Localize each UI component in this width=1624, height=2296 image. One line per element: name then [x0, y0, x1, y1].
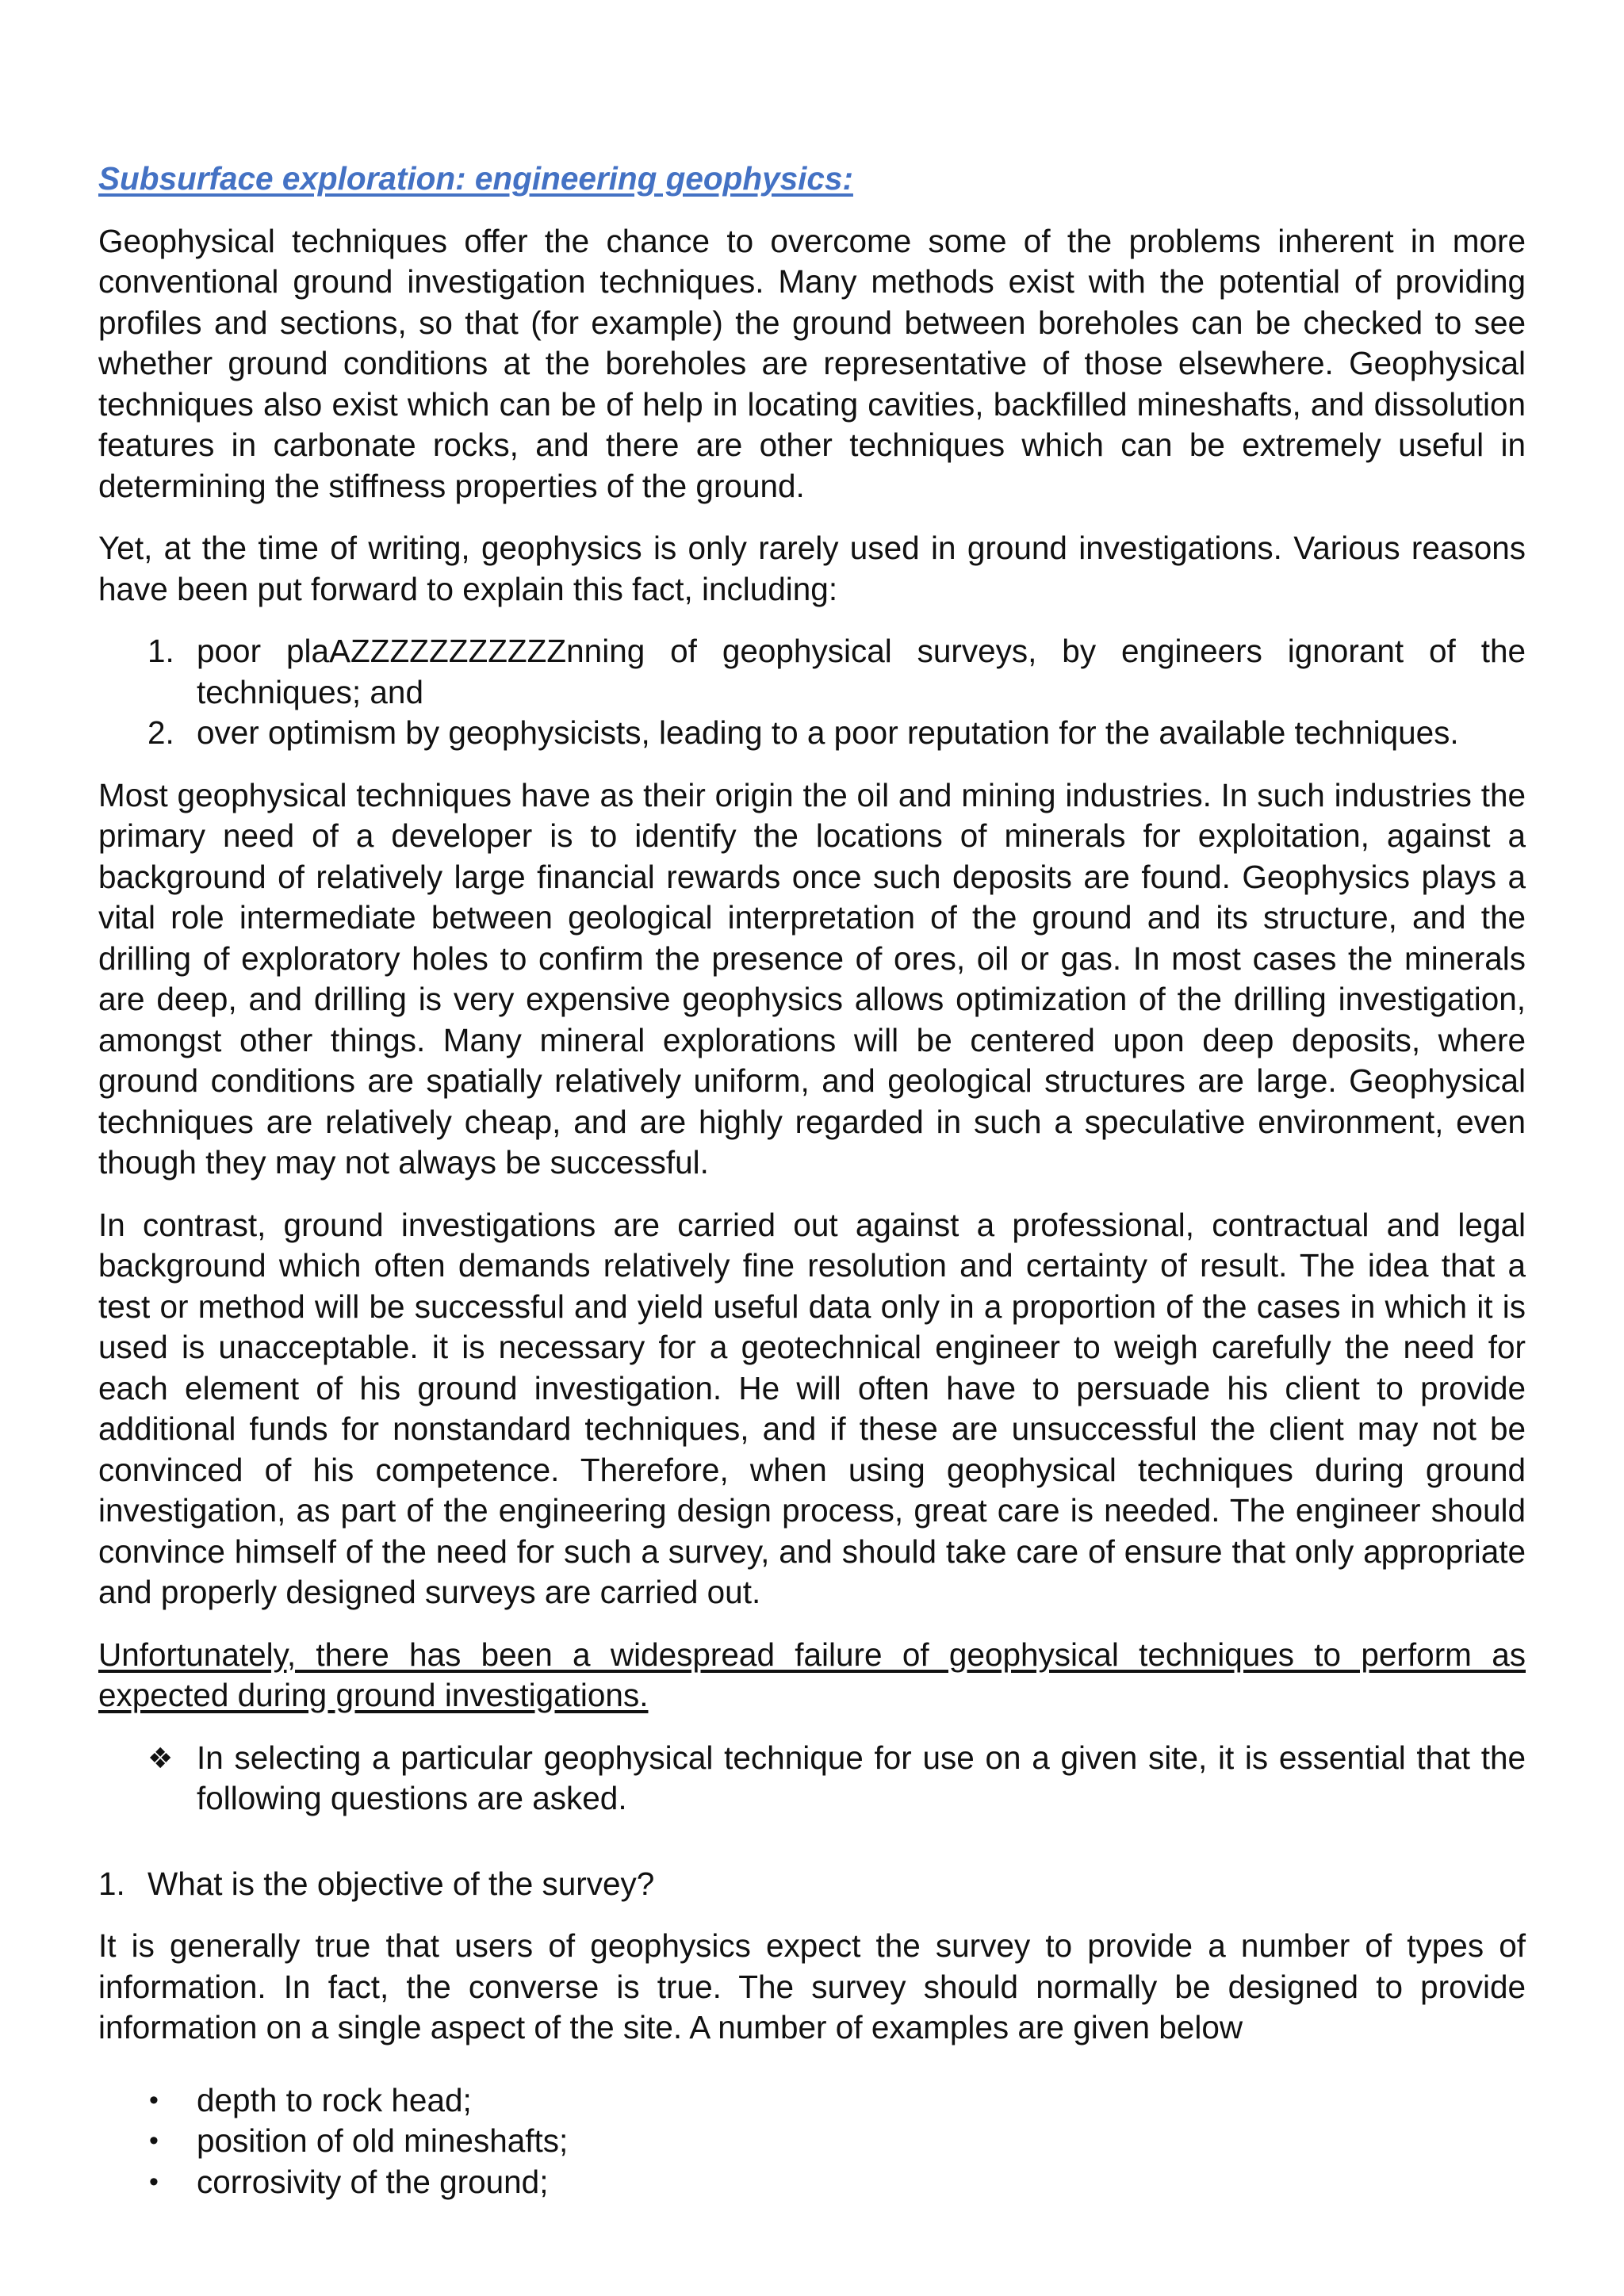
reasons-list — [98, 631, 1526, 754]
bullet-icon: • — [149, 2166, 159, 2197]
examples-list — [98, 2080, 1526, 2203]
list-item-text: over optimism by geophysicists, leading to a poor reputation for the available techniques. — [197, 714, 1459, 751]
diamond-list — [98, 1738, 1526, 1820]
list-item-text: position of old mineshafts; — [197, 2122, 569, 2159]
paragraph-rare-use: Yet, at the time of writing, geophysics is only rarely used in ground investigations. Various reasons have been put forward to explain this fact, including: — [98, 530, 1526, 607]
list-number: 2. — [147, 714, 174, 751]
list-item — [98, 1738, 1526, 1820]
list-item-text: depth to rock head; — [197, 2081, 472, 2118]
question-text: What is the objective of the survey? — [147, 1865, 655, 1902]
question-item — [98, 1864, 1526, 1905]
list-item — [98, 2080, 1526, 2122]
list-number: 1. — [147, 633, 174, 669]
list-item — [98, 2162, 1526, 2203]
diamond-bullet-icon: ❖ — [147, 1741, 174, 1774]
list-item — [98, 2121, 1526, 2162]
paragraph-intro: Geophysical techniques offer the chance to overcome some of the problems inherent in more conventional ground investigation techniques. Many methods exist with the potential of providing profiles and sections, so that (for example) the ground between boreholes can be checked to see whether ground conditions at the boreholes are representative of those elsewhere. Geophysical techniques also exist which can be of help in locating cavities, backfilled mineshafts, and dissolution features in carbonate rocks, and there are other techniques which can be extremely useful in determining the stiffness properties of the ground. — [98, 222, 1526, 504]
bullet-icon: • — [149, 2126, 159, 2156]
bullet-icon: • — [149, 2084, 159, 2115]
list-number: 1. — [98, 1865, 125, 1902]
list-item-text: poor plaAZZZZZZZZZZZnning of geophysical surveys, by engineers ignorant of the techniques; and — [197, 633, 1526, 710]
paragraph-origin: Most geophysical techniques have as their origin the oil and mining industries. In such industries the primary need of a developer is to identify the locations of minerals for exploitation, against a background of relatively large financial rewards once such deposits are found. Geophysics plays a vital role intermediate between geological interpretation of the ground and its structure, and the drilling of exploratory holes to confirm the presence of ores, oil or gas. In most cases the minerals are deep, and drilling is very expensive geophysics allows optimization of the drilling investigation, amongst other things. Many mineral explorations will be centered upon deep deposits, where ground conditions are spatially relatively uniform, and geological structures are large. Geophysical techniques are relatively cheap, and are highly regarded in such a speculative environment, even though they may not always be successful. — [98, 776, 1526, 1181]
list-item-text: In selecting a particular geophysical technique for use on a given site, it is essential that the following questions are asked. — [197, 1739, 1526, 1816]
list-item — [98, 631, 1526, 713]
list-item — [98, 713, 1526, 754]
list-item-text: corrosivity of the ground; — [197, 2163, 549, 2200]
section-heading: Subsurface exploration: engineering geophysics: — [98, 160, 853, 197]
paragraph-objective: It is generally true that users of geophysics expect the survey to provide a number of types of information. In fact, the converse is true. The survey should normally be designed to provide information on a single aspect of the site. A number of examples are given below — [98, 1927, 1526, 2045]
paragraph-failure: Unfortunately, there has been a widespread failure of geophysical techniques to perform as expected during ground investigations. — [98, 1636, 1526, 1713]
paragraph-contrast: In contrast, ground investigations are carried out against a professional, contractual and legal background which often demands relatively fine resolution and certainty of result. The idea that a test or method will be successful and yield useful data only in a proportion of the cases in which it is used is unacceptable. it is necessary for a geotechnical engineer to weigh carefully the need for each element of his ground investigation. He will often have to persuade his client to provide additional funds for nonstandard techniques, and if these are unsuccessful the client may not be convinced of his competence. Therefore, when using geophysical techniques during ground investigation, as part of the engineering design process, great care is needed. The engineer should convince himself of the need for such a survey, and should take care of ensure that only appropriate and properly designed surveys are carried out. — [98, 1206, 1526, 1610]
